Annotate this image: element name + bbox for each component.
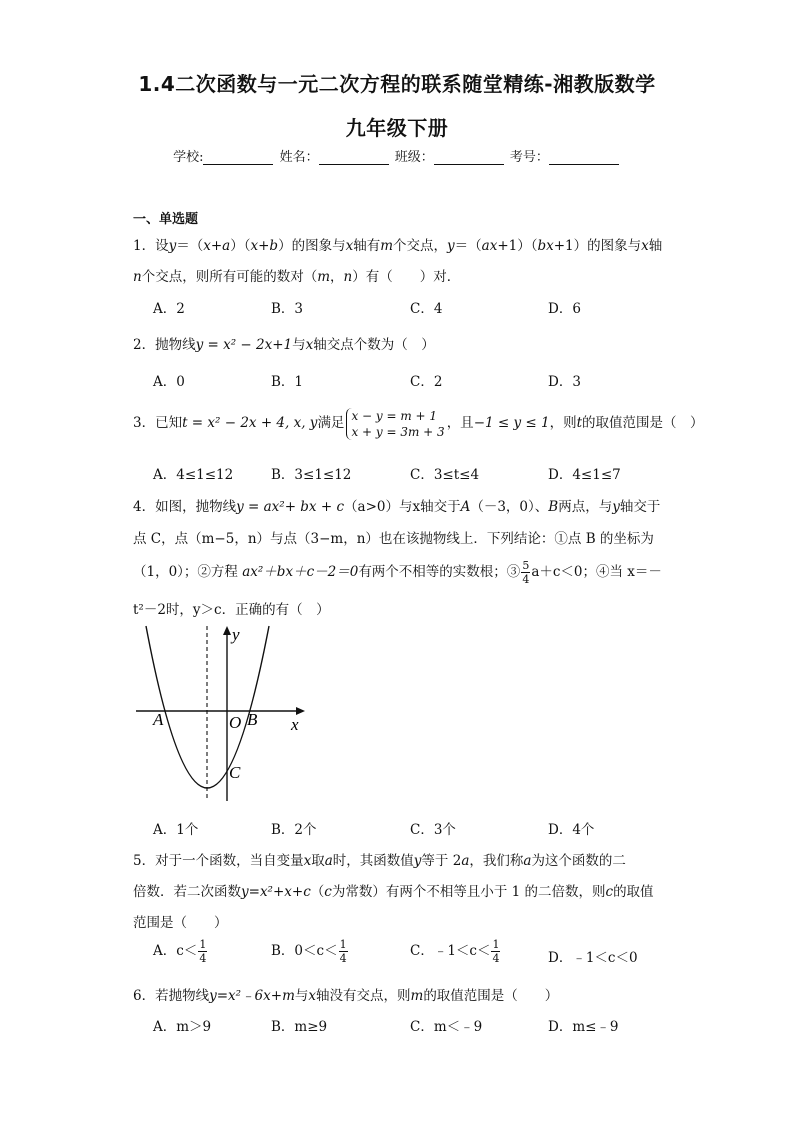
- q2-option-b: B．1: [271, 374, 304, 390]
- q1-option-a: A．2: [153, 301, 185, 317]
- document-title-line1: 1.4二次函数与一元二次方程的联系随堂精练-湘教版数学: [138, 72, 656, 96]
- q4-line1: 4．如图，抛物线y = ax²+ bx + c（a>0）与x轴交于A（－3，0）、B两点，与y轴交于: [133, 499, 661, 515]
- document-title-line2: 九年级下册: [345, 116, 449, 140]
- class-label: 班级：: [394, 150, 434, 165]
- q3-option-b: B．3≤1≤12: [271, 467, 352, 483]
- section-heading: 一、单选题: [133, 212, 199, 227]
- q4-option-a: A．1个: [153, 822, 199, 838]
- y-axis-arrow: [223, 626, 231, 635]
- q1-option-b: B．3: [271, 301, 304, 317]
- x-axis-label: x: [291, 715, 299, 734]
- class-blank: [434, 151, 504, 165]
- q5-option-b: B．0＜c＜ $\frac{1}{4}$: [271, 938, 347, 965]
- name-blank: [319, 151, 389, 165]
- point-b-label: B: [247, 710, 258, 729]
- q1-option-c: C．4: [410, 301, 443, 317]
- q6-option-c: C．m＜﹣9: [410, 1019, 483, 1035]
- q5-option-d: D．﹣1＜c＜0: [548, 950, 638, 966]
- origin-label: O: [229, 713, 242, 732]
- fraction-5-4: $\frac{5}{4}$: [522, 559, 530, 586]
- parabola-graph: [133, 618, 318, 808]
- q5-option-c: C．﹣1＜c＜ $\frac{1}{4}$: [410, 938, 500, 965]
- number-label: 考号：: [509, 150, 549, 165]
- q5-line1: 5．对于一个函数，当自变量x取a时，其函数值y等于 2a，我们称a为这个函数的二: [133, 853, 626, 869]
- q1-line1: 1．设y＝（x+a）（x+b）的图象与x轴有m个交点，y＝（ax+1）（bx+1）的图象与x轴: [133, 238, 663, 254]
- point-c-label: C: [229, 763, 241, 782]
- q2-option-a: A．0: [153, 374, 185, 390]
- q3-option-d: D．4≤1≤7: [548, 467, 621, 483]
- q3-option-c: C．3≤t≤4: [410, 467, 480, 483]
- number-blank: [549, 151, 619, 165]
- q4-line2: 点 C，点（m−5，n）与点（3−m，n）也在该抛物线上．下列结论：①点 B 的坐标为: [133, 531, 654, 547]
- q2-option-d: D．3: [548, 374, 581, 390]
- student-info-line: [0, 146, 794, 165]
- point-a-label: A: [153, 710, 164, 729]
- q5-line2: 倍数．若二次函数y=x²+x+c（c为常数）有两个不相等且小于 1 的二倍数，则c的取值: [133, 884, 654, 900]
- q4-line4: t²－2时，y＞c．正确的有（ ）: [133, 602, 330, 618]
- q5-line3: 范围是（ ）: [133, 915, 228, 931]
- name-label: 姓名：: [279, 150, 319, 165]
- q6-option-b: B．m≥9: [271, 1019, 328, 1035]
- q2-line: 2．抛物线y = x² − 2x+1与x轴交点个数为（ ）: [133, 337, 435, 353]
- q5-option-a: A．c＜ $\frac{1}{4}$: [153, 938, 207, 965]
- q1-line2: n个交点，则所有可能的数对（m，n）有（ ）对．: [133, 269, 461, 285]
- q4-option-b: B．2个: [271, 822, 317, 838]
- q6-line: 6．若抛物线y=x²﹣6x+m与x轴没有交点，则m的取值范围是（ ）: [133, 988, 559, 1004]
- x-axis-arrow: [296, 707, 305, 715]
- equation-system: x − y = m + 1 x + y = 3m + 3: [346, 408, 444, 440]
- q2-option-c: C．2: [410, 374, 443, 390]
- q6-option-a: A．m＞9: [153, 1019, 212, 1035]
- y-axis-label: y: [232, 625, 240, 644]
- q3-line: 3．已知t = x² − 2x + 4, x, y满足 x − y = m + 1 x + y = 3m + 3，且−1 ≤ y ≤ 1，则t的取值范围是（ ）: [133, 408, 704, 439]
- q6-option-d: D．m≤﹣9: [548, 1019, 619, 1035]
- q1-option-d: D．6: [548, 301, 581, 317]
- q4-option-d: D．4个: [548, 822, 595, 838]
- q4-option-c: C．3个: [410, 822, 456, 838]
- school-label: 学校:: [173, 150, 204, 165]
- q3-option-a: A．4≤1≤12: [153, 467, 234, 483]
- school-blank: [203, 151, 273, 165]
- q4-line3: （1，0）；②方程 ax²＋bx＋c－2＝0有两个不相等的实数根；③ $\frac{5}{4}$ a＋c＜0；④当 x＝－: [133, 559, 662, 586]
